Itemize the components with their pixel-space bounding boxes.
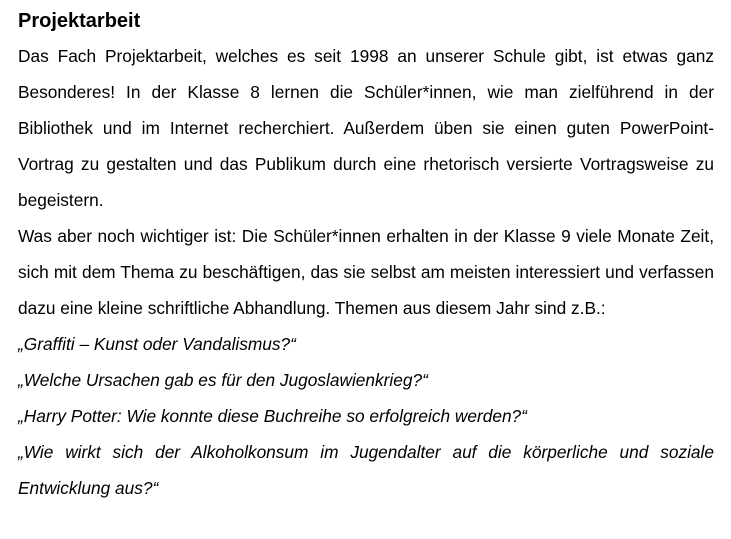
paragraph-intro: Das Fach Projektarbeit, welches es seit 1998 an unserer Schule gibt, ist etwas ganz Besonderes! In der Klasse 8 lernen die Schüler*innen, wie man zielführend in der Bibliothek und im Internet recherchiert. Außerdem üben sie einen guten PowerPoint-Vortrag zu gestalten und das Publikum durch eine rhetorisch versierte Vortragsweise zu begeistern.	[18, 46, 714, 210]
document-title: Projektarbeit	[18, 10, 141, 32]
topic-list	[18, 326, 714, 506]
topic-item: „Graffiti – Kunst oder Vandalismus?“	[18, 334, 296, 354]
topic-item: „Wie wirkt sich der Alkoholkonsum im Jugendalter auf die körperliche und soziale Entwicklung aus?“	[18, 442, 714, 498]
topic-item: „Welche Ursachen gab es für den Jugoslawienkrieg?“	[18, 370, 428, 390]
topic-item: „Harry Potter: Wie konnte diese Buchreihe so erfolgreich werden?“	[18, 406, 527, 426]
paragraph-class-9: Was aber noch wichtiger ist: Die Schüler*innen erhalten in der Klasse 9 viele Monate Zeit, sich mit dem Thema zu beschäftigen, das sie selbst am meisten interessiert und verfassen dazu eine kleine schriftliche Abhandlung. Themen aus diesem Jahr sind z.B.:	[18, 226, 714, 318]
